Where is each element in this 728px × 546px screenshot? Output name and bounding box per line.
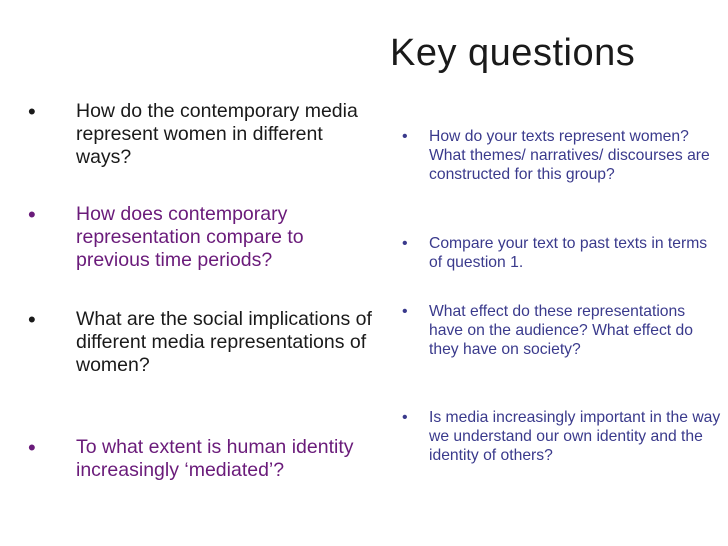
right-item-text: How do your texts represent women? What themes/ narratives/ discourses are constructed for this group? [429,128,710,183]
left-item-text: How do the contemporary media represent women in different ways? [76,100,358,168]
left-item-text: To what extent is human identity increasingly ‘mediated’? [76,436,354,481]
bullet-icon: • [28,307,36,332]
right-item-text: Is media increasingly important in the way we understand our own identity and the identity of others? [429,409,721,464]
bullet-icon: • [28,99,36,124]
bullet-icon: • [28,435,36,460]
left-item-text: How does contemporary representation compare to previous time periods? [76,203,304,271]
bullet-icon: • [402,303,408,320]
right-item-text: What effect do these representations have on the audience? What effect do they have on society? [429,303,693,358]
bullet-icon: • [28,202,36,227]
bullet-icon: • [402,409,408,426]
slide-title: Key questions [390,32,636,74]
bullet-icon: • [402,128,408,145]
left-item-text: What are the social implications of different media representations of women? [76,308,372,376]
bullet-icon: • [402,235,408,252]
right-item-text: Compare your text to past texts in terms of question 1. [429,235,708,271]
